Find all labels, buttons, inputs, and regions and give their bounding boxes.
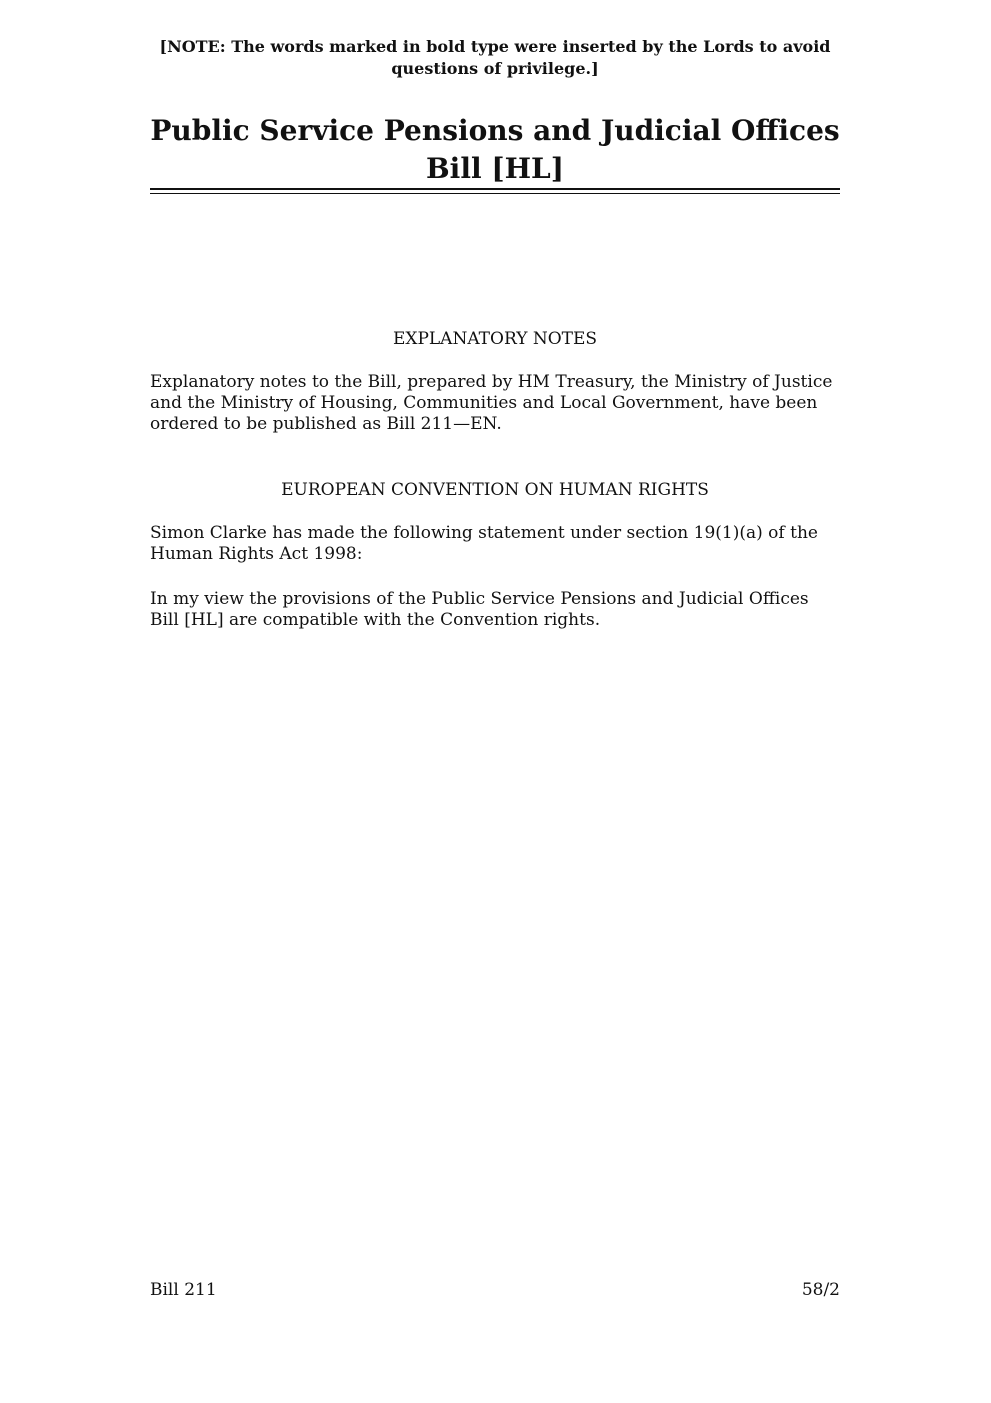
title-rule-thin — [150, 193, 840, 194]
echr-heading: EUROPEAN CONVENTION ON HUMAN RIGHTS — [281, 480, 709, 500]
explanatory-notes-text: Explanatory notes to the Bill, prepared by HM Treasury, the Ministry of Justice and the Ministry of Housing, Communities and Local Government, have been ordered to be published as Bill 211—EN. — [150, 372, 833, 434]
echr-statement: In my view the provisions of the Public Service Pensions and Judicial Offices Bill [HL] are compatible with the Convention rights. — [150, 589, 809, 630]
bill-title: Public Service Pensions and Judicial Offices Bill [HL] — [150, 114, 840, 185]
footer-session-number: 58/2 — [801, 1280, 840, 1300]
title-rule — [150, 188, 840, 190]
echr-statement-intro: Simon Clarke has made the following statement under section 19(1)(a) of the Human Rights Act 1998: — [150, 523, 818, 564]
explanatory-notes-heading: EXPLANATORY NOTES — [392, 329, 598, 349]
footer-bill-number: Bill 211 — [150, 1280, 217, 1300]
privilege-note: [NOTE: The words marked in bold type were inserted by the Lords to avoid questions of privilege.] — [159, 37, 831, 78]
